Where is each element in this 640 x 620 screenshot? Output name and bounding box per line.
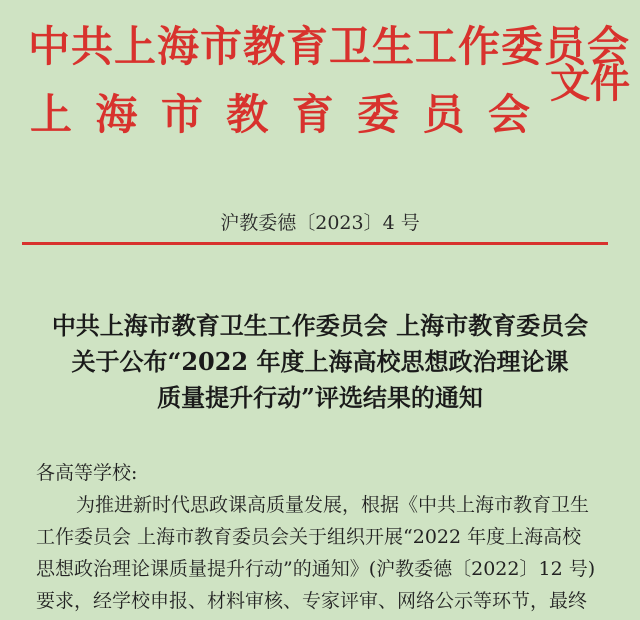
issuer-line-2-char: 员	[422, 90, 465, 139]
issuer-line-2-char: 海	[95, 90, 138, 139]
body-line: 思想政治理论课质量提升行动”的通知》(沪教委德〔2022〕12 号)	[36, 558, 596, 580]
header-divider	[22, 242, 608, 245]
issuer-line-1: 中共上海市教育卫生工作委员会	[28, 22, 631, 71]
title-line-1: 中共上海市教育卫生工作委员会 上海市教育委员会	[51, 311, 589, 340]
issuer-line-2-char: 育	[291, 90, 334, 139]
body-line: 工作委员会 上海市教育委员会关于组织开展“2022 年度上海高校	[36, 526, 582, 548]
title-line-3: 质量提升行动”评选结果的通知	[157, 383, 483, 412]
document-number: 沪教委德〔2023〕4 号	[220, 212, 420, 234]
title-line-2: 关于公布“2022 年度上海高校思想政治理论课	[71, 347, 569, 376]
document-label: 文件	[550, 60, 630, 107]
salutation: 各高等学校:	[36, 462, 138, 484]
issuer-line-2-char: 市	[160, 90, 203, 139]
body-line: 为推进新时代思政课高质量发展，根据《中共上海市教育卫生	[76, 494, 590, 516]
issuer-line-2	[30, 82, 530, 142]
issuer-line-2-char: 上	[30, 90, 73, 139]
issuer-line-2-char: 教	[226, 90, 269, 139]
issuer-line-2-char: 委	[357, 90, 400, 139]
issuer-line-2-char: 会	[487, 90, 530, 139]
body-line: 要求，经学校申报、材料审核、专家评审、网络公示等环节，最终	[36, 590, 588, 612]
